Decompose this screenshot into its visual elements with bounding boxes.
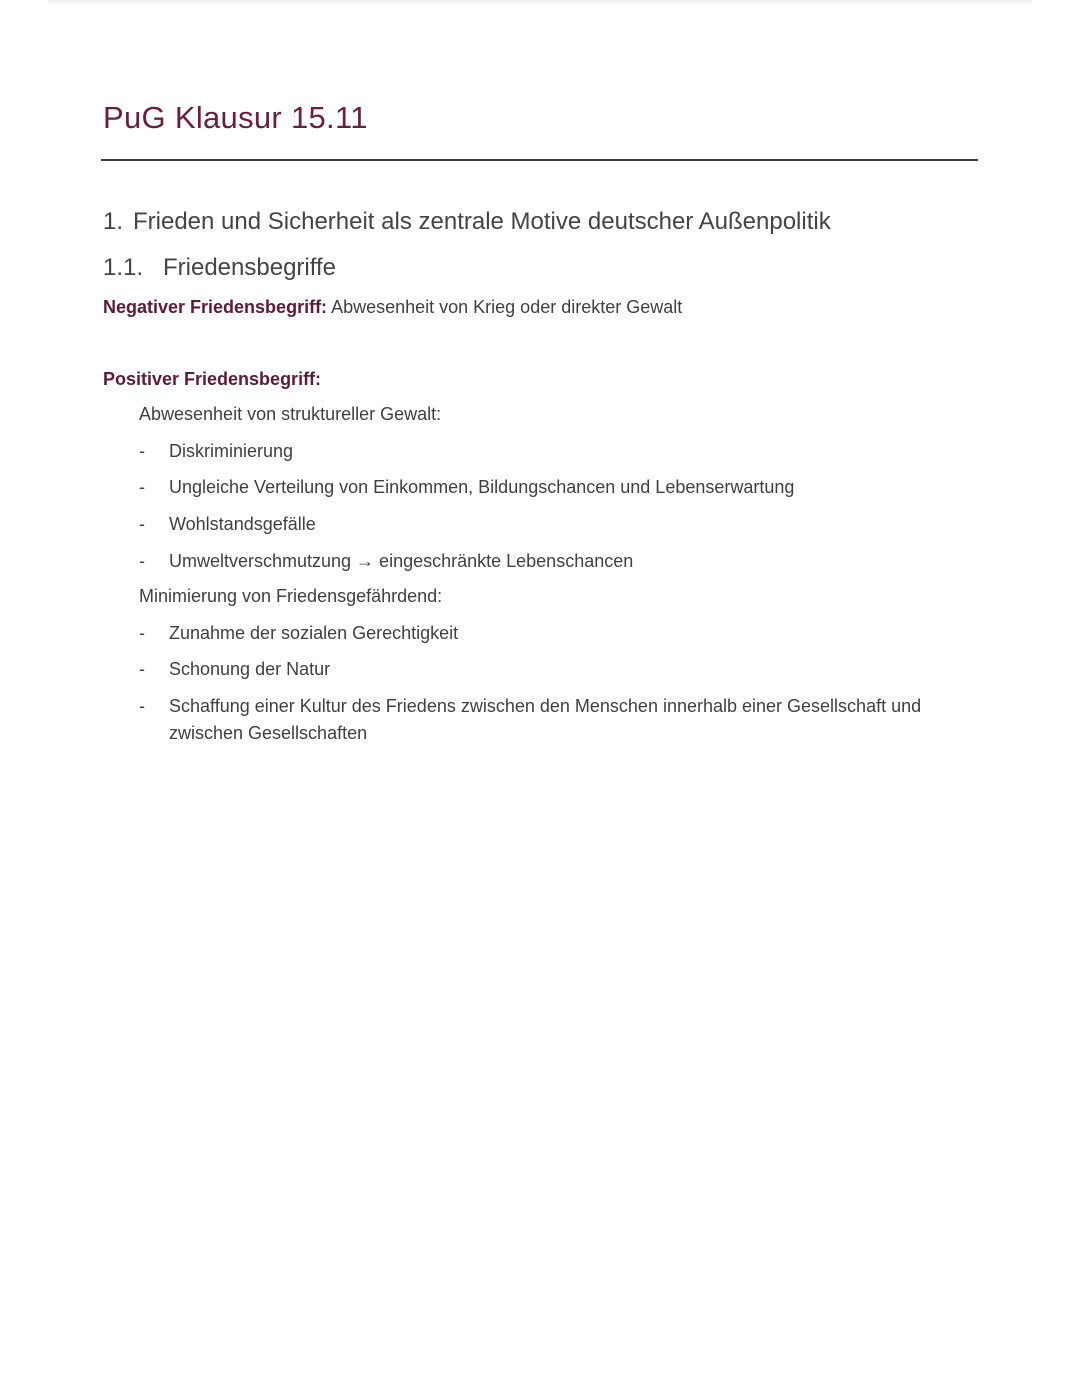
list-item [139,693,979,747]
negative-peace-definition [103,294,682,320]
subsection-title: Friedensbegriffe [163,254,336,281]
bullet-dash: - [139,696,145,716]
list-item-text: Wohlstandsgefälle [169,514,316,534]
document-title: PuG Klausur 15.11 [103,100,368,135]
section-number: 1. [103,208,124,235]
section-heading [103,204,831,240]
bullet-dash: - [139,623,145,643]
list-item [139,548,979,575]
negative-peace-term: Negativer Friedensbegriff: [103,297,328,317]
subsection-heading [103,250,336,286]
bullet-dash: - [139,551,145,571]
structural-violence-heading: Abwesenheit von struktureller Gewalt: [139,404,442,424]
positive-peace-term [103,366,321,392]
negative-peace-text: Abwesenheit von Krieg oder direkter Gewalt [327,297,683,317]
list-item-text: Schaffung einer Kultur des Friedens zwischen den Menschen innerhalb einer Gesellschaft und zwischen Gesellschaften [169,696,922,743]
page-top-shadow [48,0,1032,6]
list-item-text: Schonung der Natur [169,659,331,679]
positive-peace-term-label: Positiver Friedensbegriff: [103,369,322,389]
list-item-text: Zunahme der sozialen Gerechtigkeit [169,623,459,643]
list-item-text: Ungleiche Verteilung von Einkommen, Bildungschancen und Lebenserwartung [169,477,795,497]
bullet-dash: - [139,659,145,679]
bullet-dash: - [139,441,145,461]
list-item [139,511,979,538]
list-item [139,620,979,647]
minimization-heading: Minimierung von Friedensgefährdend: [139,586,443,606]
list-item-text: Umweltverschmutzung → eingeschränkte Lebenschancen [169,551,634,571]
title-divider [101,159,978,161]
list-item-text: Diskriminierung [169,441,294,461]
list-item [139,656,979,683]
bullet-dash: - [139,477,145,497]
subsection-number: 1.1. [103,254,144,281]
bullet-dash: - [139,514,145,534]
section-title: Frieden und Sicherheit als zentrale Motive deutscher Außenpolitik [133,208,831,235]
list-item [139,438,979,465]
list-item [139,474,979,501]
